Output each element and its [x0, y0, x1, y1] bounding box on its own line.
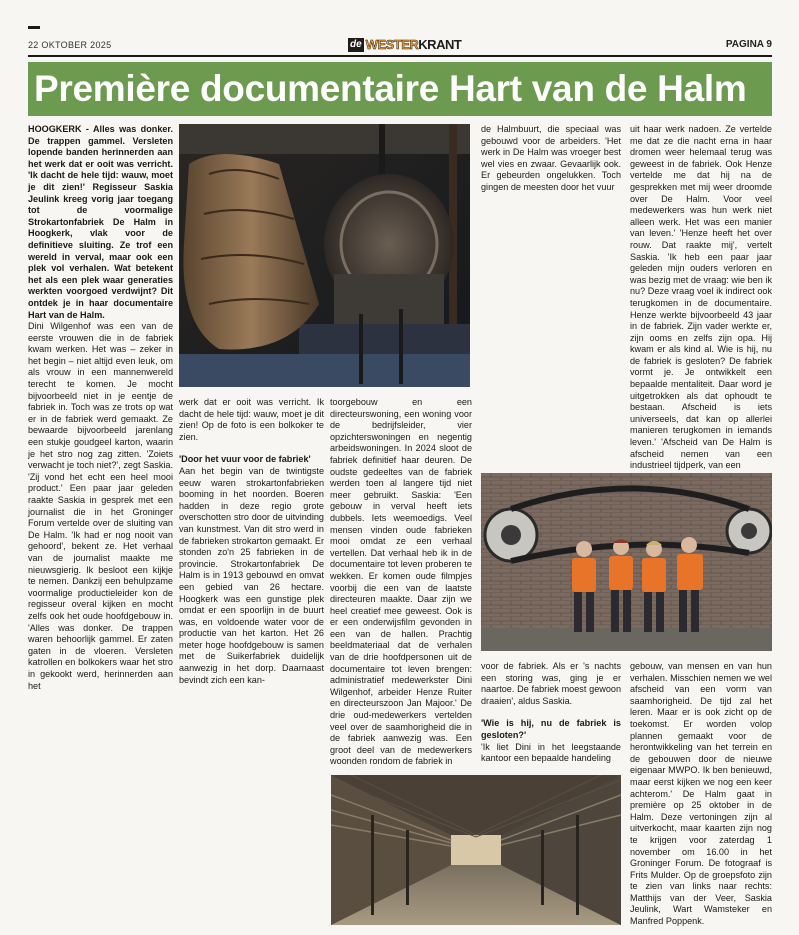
column-1-body: Dini Wilgenhof was een van de eerste vrouwen die in de fabriek kwam werken. Het was – zeker in het begin – niet altijd even leuk, om als vrouw in een mannenwereld terecht te komen. Je mocht bijvoorbeeld niet in je eentje de fabriek in. Toch was ze trots op wat er in de fabriek werd gemaakt. Ze bewaarde bijvoorbeeld jarenlang een stukje goudgeel karton, waarin je het stro nog zag zitten. 'Zoiets verwacht je toch niet?', zegt Saskia. 'Zij vond het echt een heel mooi product.' Een paar jaar geleden raakte Saskia in gesprek met een journalist die in het Groninger Forum vertelde over de sluiting van De Halm. 'Ik had er nog nooit van gehoord', bekent ze. Het verhaal van de journalist maakte me nieuwsgierig. Ik besloot een kijkje te nemen. Dankzij een behulpzame voormalige productieleider kon de regisseur overal kijken en mocht zelfs ook het oude hoofdgebouw in. 'Alles was donker. De trappen waren behoorlijk gammel. Er zaten gaten in de vloeren. Versleten katrollen en bolkokers waar het stro in gekookt werd, herinnerden aan het — [28, 321, 173, 691]
logo-wester: WESTER — [365, 37, 419, 52]
header-rule — [28, 55, 772, 57]
photo-factory-hall — [331, 775, 621, 925]
logo-de: de — [350, 38, 362, 50]
page-number: PAGINA 9 — [725, 39, 772, 50]
headline: Première documentaire Hart van de Halm — [34, 68, 747, 109]
photo-group — [481, 473, 772, 651]
page-corner-mark — [28, 26, 40, 29]
subheading-wie-is-hij: 'Wie is hij, nu de fabriek is gesloten?' — [481, 718, 621, 740]
group-photo-illustration — [481, 473, 772, 651]
article-column-5-top — [630, 124, 772, 472]
column-4-mid: voor de fabriek. Als er 's nachts een storing was, ging je er naartoe. De fabriek moest gewoon draaien', aldus Saskia. — [481, 661, 621, 706]
column-5-low: gebouw, van mensen en van hun verhalen. Misschien nemen we wel afscheid van een vorm van saamhorigheid. De tijd zal het leren. Maar er is ook zicht op de toekomst. Er worden volop plannen gemaakt voor de herontwikkeling van het terrein en de gebouwen door de nieuwe eigenaar MWPO. Ik ben benieuwd, maar eerst kijken we nog een keer achterom.' De Halm gaat in première op 25 oktober in de Halm. Deze vertoningen zijn al uitverkocht, maar kaarten zijn nog te krijgen voor zaterdag 1 november om 16.00 in het Groninger Forum. De fotograaf is Frits Mulder. Op de groepsfoto zijn te zien van links naar rechts: Matthijs van der Veer, Saskia Jeulink, Wart Wamsteker en Manfred Poppenk. — [630, 661, 772, 927]
article-column-4-top — [481, 124, 621, 194]
column-5-top: uit haar werk nadoen. Ze vertelde me dat ze die nacht erna in haar dromen weer helemaal terug was geweest in de fabriek. Ook Henze vertelde me dat hij na de gesprekken met mij weer droomde over De Halm. Voor veel medewerkers was hun werk niet alleen werk. Het was een manier van leven.' 'Henze heeft het over rouw. Dat raakte mij', vertelt Saskia. 'Ik heb een paar jaar geleden mijn ouders verloren en was bezig met de vraag: wie ben ik nu? Deze vraag voel ik indirect ook terugkomen in de documentaire. Henze werkte bijvoorbeeld 43 jaar in de fabriek. Zijn vader werkte er, zijn ooms en zelfs zijn opa. Hij kwam er als kind al. Wie is hij, nu de fabriek is gesloten? De fabriek vormt je. Je ontwikkelt een bepaalde mentaliteit. Daar word je uitgetrokken als dat ophoudt te bestaan. Afscheid is iets universeels, dat kan op allerlei manieren terugkomen in iemands leven.' 'Afscheid van De Halm is afscheid nemen van een industrieel tijdperk, van een — [630, 124, 772, 471]
newspaper-logo — [348, 37, 461, 52]
column-4-low: 'Ik liet Dini in het leegstaande kantoor een bepaalde handeling — [481, 741, 621, 764]
bolkoker-illustration — [179, 124, 470, 387]
logo-krant: KRANT — [418, 37, 462, 52]
article-column-4-lower — [481, 661, 621, 765]
issue-date: 22 OKTOBER 2025 — [28, 40, 112, 50]
article-lead: HOOGKERK - Alles was donker. De trappen gammel. Versleten lopende banden herinnerden aan het werk dat er ooit was verricht. 'Ik dacht de hele tijd: wauw, moet je dit zien!' Regisseur Saskia Jeulink kreeg vorig jaar toegang tot de voormalige Strokartonfabriek De Halm in Hoogkerk, vlak voor de definitieve sluiting. Ze trof een wereld in verval, maar ook een plek vol verhalen. Wat betekent het als een plek waar generaties werkten voorgoed verdwijnt? Dit ontdek je in haar documentaire Hart van de Halm. — [28, 124, 173, 320]
page-header — [28, 38, 772, 54]
column-4-top: de Halmbuurt, die speciaal was gebouwd voor de arbeiders. 'Het werk in De Halm was vroeger best wel vies en zwaar. Gevaarlijk ook. Er gebeurden ongelukken. Toch gingen de meesten door het vuur — [481, 124, 621, 192]
column-2-body: Aan het begin van de twintigste eeuw waren strokartonfabrieken booming in het noorden. Boeren hadden in deze regio grote overschotten stro door de uitvinding van kunstmest. Van dit stro werd in de fabrieken strokarton gemaakt. Er stonden zo'n 25 fabrieken in de provincie. Strokartonfabriek De Halm is in 1913 gebouwd en omvat een gebied van 26 hectare. Hoogkerk was een gunstige plek omdat er een spoorlijn in de buurt was, en voldoende water voor de productie van het karton. Het 26 meter hoge hoofdgebouw is samen met de Suikerfabriek duidelijk aanwezig in het dorp. Daarnaast bevindt zich een kan- — [179, 465, 324, 685]
article-column-1 — [28, 124, 173, 692]
column-3-body: toorgebouw en een directeurswoning, een woning voor de bedrijfsleider, vier opzichterswoningen en negentig arbeidswoningen. In 2024 sloot de fabriek definitief haar deuren. De oudste gedeeltes van de fabriek werden toen al langere tijd niet meer gebruikt. Saskia: 'Een gebouw in verval heeft iets dubbels. Iets weemoedigs. Veel mensen vinden oude fabrieken mooi omdat ze een verhaal vertellen. Dat verhaal heb ik in de documentaire tot leven proberen te wekken. Er komen oude filmpjes voorbij die een van de laatste directeuren maakte. Daar zijn we heel creatief mee geweest. Ook is er een onderwijsfilm gevonden in een van de hallen. Prachtig beeldmateriaal dat de verhalen van de drie hoofdpersonen uit de documentaire tot leven brengen: administratief medewerkster Dini Wilgenhof, arbeider Henze Ruiter en directeurszoon Jan Majoor.' De drie oud-medewerkers vertelden veel over de saamhorigheid die in de fabriek aanwezig was. Een groot deel van de medewerkers woonden rondom de fabriek in — [330, 397, 472, 767]
column-2-top: werk dat er ooit was verricht. Ik dacht de hele tijd: wauw, moet je dit zien! Op de foto is een bolkoker te zien. — [179, 397, 324, 442]
article-column-2 — [179, 397, 324, 686]
article-column-5-lower — [630, 661, 772, 928]
photo-bolkoker — [179, 124, 470, 387]
headline-banner — [28, 62, 772, 116]
factory-hall-illustration — [331, 775, 621, 925]
article-column-3 — [330, 397, 472, 768]
subheading-vuur: 'Door het vuur voor de fabriek' — [179, 454, 311, 465]
